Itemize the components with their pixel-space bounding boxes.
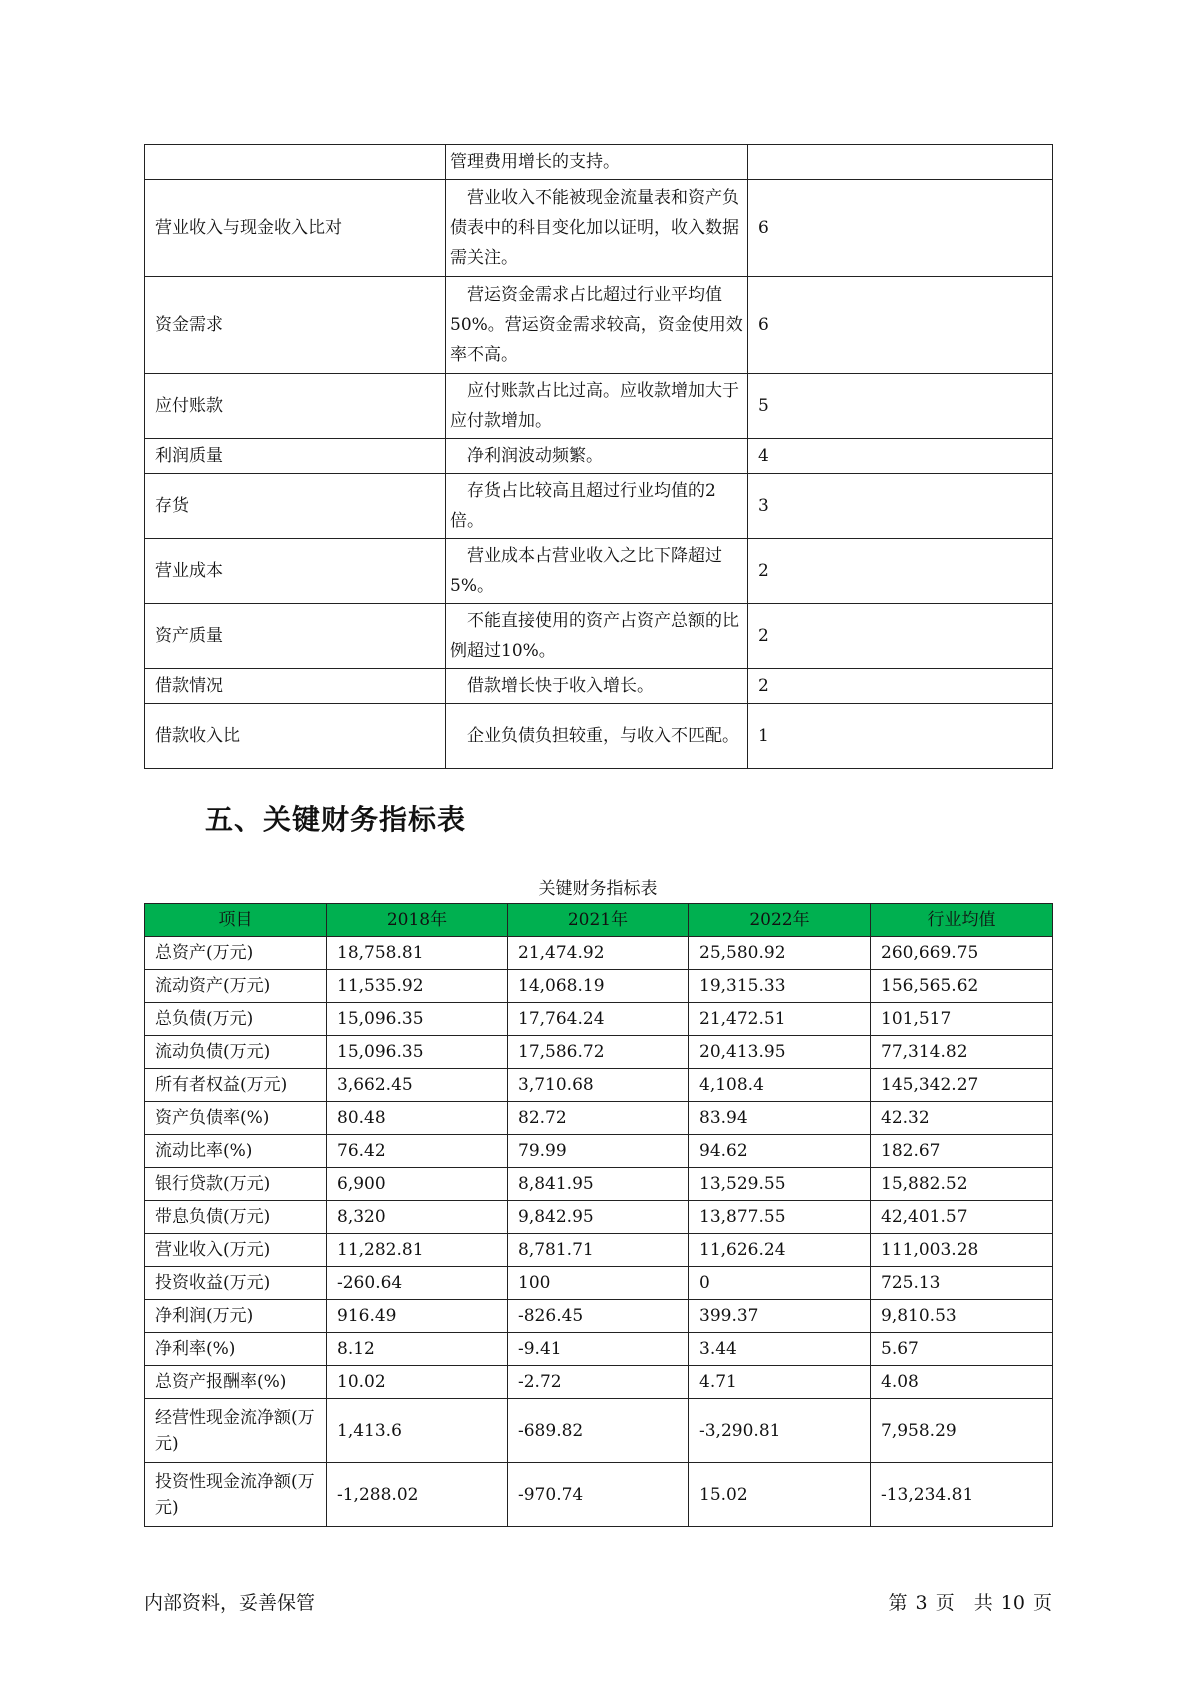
indicator-value: 145,342.27	[871, 1069, 1053, 1102]
indicator-value: 0	[689, 1267, 871, 1300]
indicator-value: 18,758.81	[327, 937, 508, 970]
indicator-value: 101,517	[871, 1003, 1053, 1036]
risk-factor-table	[144, 144, 1053, 769]
table-row	[145, 1168, 1053, 1201]
risk-score: 3	[748, 474, 1053, 539]
indicator-value: 260,669.75	[871, 937, 1053, 970]
table-row	[145, 669, 1053, 704]
indicator-value: 79.99	[508, 1135, 689, 1168]
indicator-value: 83.94	[689, 1102, 871, 1135]
indicator-value: 9,842.95	[508, 1201, 689, 1234]
risk-label	[145, 145, 446, 180]
indicator-value: -13,234.81	[871, 1463, 1053, 1527]
page-number: 3	[915, 1592, 928, 1614]
risk-description: 管理费用增长的支持。	[446, 145, 748, 180]
risk-description: 存货占比较高且超过行业均值的2倍。	[446, 474, 748, 539]
indicator-value: 3.44	[689, 1333, 871, 1366]
indicator-value: -260.64	[327, 1267, 508, 1300]
risk-description: 企业负债负担较重，与收入不匹配。	[446, 704, 748, 769]
indicator-value: 5.67	[871, 1333, 1053, 1366]
indicator-value: 21,474.92	[508, 937, 689, 970]
table-row	[145, 474, 1053, 539]
indicator-value: 6,900	[327, 1168, 508, 1201]
indicator-value: 8,781.71	[508, 1234, 689, 1267]
indicator-value: 15,882.52	[871, 1168, 1053, 1201]
indicator-label: 净利率(%)	[145, 1333, 327, 1366]
indicator-value: -2.72	[508, 1366, 689, 1399]
indicator-value: -1,288.02	[327, 1463, 508, 1527]
risk-score: 4	[748, 439, 1053, 474]
indicator-value: 15,096.35	[327, 1003, 508, 1036]
risk-score: 5	[748, 374, 1053, 439]
risk-description: 借款增长快于收入增长。	[446, 669, 748, 704]
indicator-label: 带息负债(万元)	[145, 1201, 327, 1234]
indicator-label: 所有者权益(万元)	[145, 1069, 327, 1102]
indicator-value: -3,290.81	[689, 1399, 871, 1463]
indicator-value: -826.45	[508, 1300, 689, 1333]
risk-label: 营业收入与现金收入比对	[145, 180, 446, 277]
indicator-value: 7,958.29	[871, 1399, 1053, 1463]
risk-score: 2	[748, 539, 1053, 604]
indicator-label: 流动负债(万元)	[145, 1036, 327, 1069]
indicator-value: 20,413.95	[689, 1036, 871, 1069]
indicator-value: 13,877.55	[689, 1201, 871, 1234]
indicator-value: 17,586.72	[508, 1036, 689, 1069]
risk-description: 应付账款占比过高。应收款增加大于应付款增加。	[446, 374, 748, 439]
table-row	[145, 970, 1053, 1003]
indicator-value: -970.74	[508, 1463, 689, 1527]
indicator-value: -9.41	[508, 1333, 689, 1366]
risk-label: 存货	[145, 474, 446, 539]
indicator-value: 94.62	[689, 1135, 871, 1168]
footer-confidential-note: 内部资料，妥善保管	[144, 1592, 316, 1614]
indicator-value: 10.02	[327, 1366, 508, 1399]
risk-description: 营运资金需求占比超过行业平均值50%。营运资金需求较高，资金使用效率不高。	[446, 277, 748, 374]
risk-score: 6	[748, 180, 1053, 277]
table-row	[145, 704, 1053, 769]
indicator-value: 80.48	[327, 1102, 508, 1135]
key-financial-indicators-table	[144, 903, 1053, 1527]
risk-score	[748, 145, 1053, 180]
page-suffix: 页	[1032, 1592, 1052, 1614]
risk-description: 净利润波动频繁。	[446, 439, 748, 474]
table-row	[145, 1102, 1053, 1135]
indicator-value: 14,068.19	[508, 970, 689, 1003]
column-header: 2018年	[327, 904, 508, 937]
table-row	[145, 1333, 1053, 1366]
indicator-value: 1,413.6	[327, 1399, 508, 1463]
indicator-value: 77,314.82	[871, 1036, 1053, 1069]
indicator-value: 3,710.68	[508, 1069, 689, 1102]
indicator-value: 100	[508, 1267, 689, 1300]
table-row	[145, 1201, 1053, 1234]
indicator-value: 182.67	[871, 1135, 1053, 1168]
indicator-value: 3,662.45	[327, 1069, 508, 1102]
indicator-label: 净利润(万元)	[145, 1300, 327, 1333]
indicator-value: 725.13	[871, 1267, 1053, 1300]
table-row	[145, 1003, 1053, 1036]
indicator-label: 总资产(万元)	[145, 937, 327, 970]
section-heading: 五、关键财务指标表	[205, 803, 467, 836]
indicator-value: 15.02	[689, 1463, 871, 1527]
table-row	[145, 277, 1053, 374]
indicator-label: 总资产报酬率(%)	[145, 1366, 327, 1399]
table-row	[145, 1267, 1053, 1300]
risk-label: 资金需求	[145, 277, 446, 374]
indicator-value: 19,315.33	[689, 970, 871, 1003]
indicator-value: 76.42	[327, 1135, 508, 1168]
table-row	[145, 1135, 1053, 1168]
column-header: 行业均值	[871, 904, 1053, 937]
table-row	[145, 145, 1053, 180]
page-total: 10	[1000, 1592, 1025, 1614]
page-prefix: 第	[888, 1592, 908, 1614]
indicator-label: 总负债(万元)	[145, 1003, 327, 1036]
indicator-label: 投资性现金流净额(万元)	[145, 1463, 327, 1527]
risk-label: 借款收入比	[145, 704, 446, 769]
risk-score: 1	[748, 704, 1053, 769]
indicator-value: 4.71	[689, 1366, 871, 1399]
table-row	[145, 180, 1053, 277]
indicator-label: 资产负债率(%)	[145, 1102, 327, 1135]
indicator-value: 8,320	[327, 1201, 508, 1234]
table-row	[145, 1366, 1053, 1399]
risk-label: 资产质量	[145, 604, 446, 669]
indicator-value: 4.08	[871, 1366, 1053, 1399]
table-row	[145, 374, 1053, 439]
indicator-value: 9,810.53	[871, 1300, 1053, 1333]
table-row	[145, 1069, 1053, 1102]
risk-score: 6	[748, 277, 1053, 374]
table-row	[145, 539, 1053, 604]
column-header: 项目	[145, 904, 327, 937]
indicator-value: 25,580.92	[689, 937, 871, 970]
risk-label: 利润质量	[145, 439, 446, 474]
table-row	[145, 439, 1053, 474]
table-row	[145, 1399, 1053, 1463]
table-row	[145, 604, 1053, 669]
indicator-value: 42.32	[871, 1102, 1053, 1135]
column-header: 2021年	[508, 904, 689, 937]
page-middle: 页 共	[935, 1592, 993, 1614]
column-header: 2022年	[689, 904, 871, 937]
indicator-label: 流动资产(万元)	[145, 970, 327, 1003]
indicator-value: 8.12	[327, 1333, 508, 1366]
indicator-value: 916.49	[327, 1300, 508, 1333]
risk-label: 应付账款	[145, 374, 446, 439]
indicator-value: 111,003.28	[871, 1234, 1053, 1267]
table-header-row	[145, 904, 1053, 937]
indicator-value: 17,764.24	[508, 1003, 689, 1036]
indicator-value: 13,529.55	[689, 1168, 871, 1201]
risk-description: 营业收入不能被现金流量表和资产负债表中的科目变化加以证明，收入数据需关注。	[446, 180, 748, 277]
indicator-label: 流动比率(%)	[145, 1135, 327, 1168]
indicator-value: -689.82	[508, 1399, 689, 1463]
table-row	[145, 1463, 1053, 1527]
indicator-label: 营业收入(万元)	[145, 1234, 327, 1267]
indicator-value: 21,472.51	[689, 1003, 871, 1036]
indicator-value: 15,096.35	[327, 1036, 508, 1069]
indicator-label: 银行贷款(万元)	[145, 1168, 327, 1201]
indicator-value: 11,626.24	[689, 1234, 871, 1267]
indicator-value: 82.72	[508, 1102, 689, 1135]
indicator-label: 经营性现金流净额(万元)	[145, 1399, 327, 1463]
risk-label: 营业成本	[145, 539, 446, 604]
indicator-value: 399.37	[689, 1300, 871, 1333]
indicator-value: 11,535.92	[327, 970, 508, 1003]
table-row	[145, 937, 1053, 970]
indicator-value: 4,108.4	[689, 1069, 871, 1102]
table-row	[145, 1300, 1053, 1333]
footer-page-number	[886, 1588, 1052, 1615]
table-row	[145, 1234, 1053, 1267]
indicator-value: 42,401.57	[871, 1201, 1053, 1234]
indicator-value: 8,841.95	[508, 1168, 689, 1201]
indicator-value: 11,282.81	[327, 1234, 508, 1267]
risk-description: 营业成本占营业收入之比下降超过5%。	[446, 539, 748, 604]
indicator-label: 投资收益(万元)	[145, 1267, 327, 1300]
risk-description: 不能直接使用的资产占资产总额的比例超过10%。	[446, 604, 748, 669]
table-row	[145, 1036, 1053, 1069]
table-caption: 关键财务指标表	[538, 879, 658, 899]
risk-score: 2	[748, 604, 1053, 669]
risk-label: 借款情况	[145, 669, 446, 704]
risk-score: 2	[748, 669, 1053, 704]
indicator-value: 156,565.62	[871, 970, 1053, 1003]
